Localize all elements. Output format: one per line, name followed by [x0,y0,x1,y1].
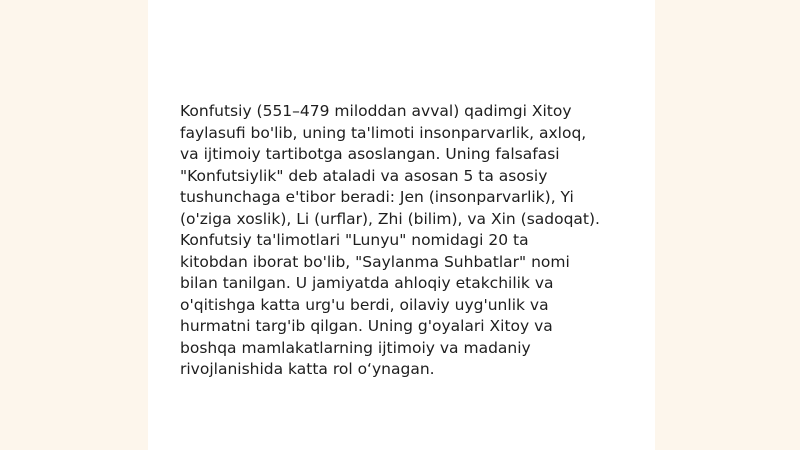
document-page [148,0,655,450]
body-paragraph: Konfutsiy (551–479 miloddan avval) qadimgi Xitoy faylasufi bo'lib, uning ta'limoti insonparvarlik, axloq, va ijtimoiy tartibotga asoslangan. Uning falsafasi "Konfutsiylik" deb ataladi va asosan 5 ta asosiy tushunchaga e'tibor beradi: Jen (insonparvarlik), Yi (o'ziga xoslik), Li (urflar), Zhi (bilim), va Xin (sadoqat). Konfutsiy ta'limotlari "Lunyu" nomidagi 20 ta kitobdan iborat bo'lib, "Saylanma Suhbatlar" nomi bilan tanilgan. U jamiyatda ahloqiy etakchilik va o'qitishga katta urg'u berdi, oilaviy uyg'unlik va hurmatni targ'ib qilgan. Uning g'oyalari Xitoy va boshqa mamlakatlarning ijtimoiy va madaniy rivojlanishida katta rol o‘ynagan. [180,102,600,378]
